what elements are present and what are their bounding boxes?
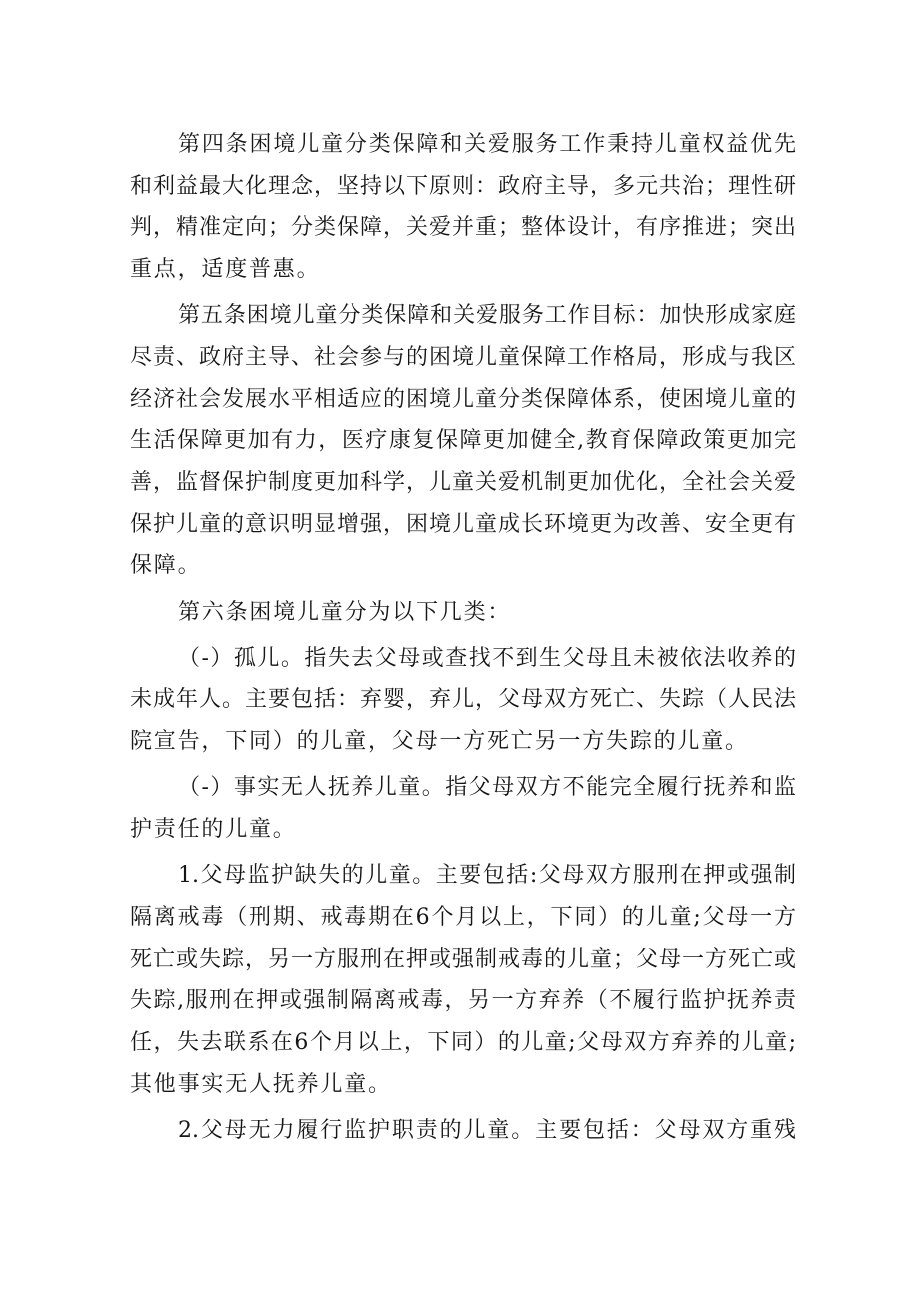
text-line: 未成年人。主要包括：弃婴，弃儿，父母双方死亡、失踪（人民法 bbox=[130, 687, 796, 713]
text-line: 第六条困境儿童分为以下几类： bbox=[178, 599, 512, 625]
text-line: 第五条困境儿童分类保障和关爱服务工作目标：加快形成家庭 bbox=[178, 303, 796, 329]
text-line: 第四条困境儿童分类保障和关爱服务工作秉持儿童权益优先 bbox=[178, 132, 796, 157]
text-line: （-）事实无人抚养儿童。指父母双方不能完全履行抚养和监 bbox=[178, 775, 796, 801]
document-body bbox=[130, 124, 796, 1152]
paragraph-category-unsupported-children bbox=[130, 767, 796, 850]
text-line: 尽责、政府主导、社会参与的困境儿童保障工作格局，形成与我区 bbox=[130, 344, 796, 370]
text-line: 善，监督保护制度更加科学，儿童关爱机制更加优化，全社会关爱 bbox=[130, 470, 796, 495]
text-line: 经济社会发展水平相适应的困境儿童分类保障体系，使困境儿童的 bbox=[130, 386, 796, 412]
text-line: 重点，适度普惠。 bbox=[130, 257, 321, 283]
text-line: 院宣告，下同）的儿童，父母一方死亡另一方失踪的儿童。 bbox=[130, 729, 749, 755]
paragraph-subitem-1 bbox=[130, 855, 796, 1105]
text-line: 护责任的儿童。 bbox=[130, 817, 297, 842]
text-line: 和利益最大化理念，坚持以下原则：政府主导，多元共治；理性研 bbox=[130, 173, 796, 199]
text-line: 生活保障更加有力，医疗康复保障更加健全,教育保障政策更加完 bbox=[130, 428, 796, 454]
text-line: 保障。 bbox=[130, 553, 202, 579]
text-line: 隔离戒毒（刑期、戒毒期在6个月以上，下同）的儿童;父母一方 bbox=[130, 904, 796, 930]
text-line: 其他事实无人抚养儿童。 bbox=[130, 1071, 392, 1097]
paragraph-category-orphans bbox=[130, 638, 796, 763]
text-line: 失踪,服刑在押或强制隔离戒毒，另一方弃养（不履行监护抚养责 bbox=[130, 988, 796, 1014]
text-line: 2.父母无力履行监护职责的儿童。主要包括：父母双方重残 bbox=[178, 1117, 796, 1143]
text-line: 1.父母监护缺失的儿童。主要包括:父母双方服刑在押或强制 bbox=[178, 863, 796, 889]
paragraph-article-6 bbox=[130, 592, 796, 634]
paragraph-subitem-2 bbox=[130, 1110, 796, 1152]
paragraph-article-4 bbox=[130, 124, 796, 291]
text-line: 死亡或失踪，另一方服刑在押或强制戒毒的儿童；父母一方死亡或 bbox=[130, 946, 796, 972]
text-line: 保护儿童的意识明显增强，困境儿童成长环境更为改善、安全更有 bbox=[130, 511, 796, 537]
text-line: （-）孤儿。指失去父母或查找不到生父母且未被依法收养的 bbox=[178, 645, 796, 671]
paragraph-article-5 bbox=[130, 295, 796, 587]
text-line: 判，精准定向；分类保障，关爱并重；整体设计，有序推进；突出 bbox=[130, 215, 796, 241]
text-line: 任，失去联系在6个月以上，下同）的儿童;父母双方弃养的儿童; bbox=[130, 1029, 796, 1055]
